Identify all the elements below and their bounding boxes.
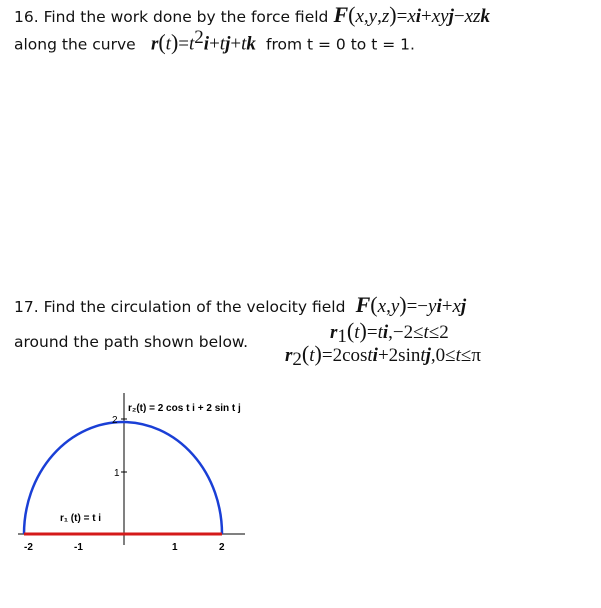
y-tick-label-1: 1	[114, 468, 120, 479]
problem-16-intro: 16. Find the work done by the force field	[14, 8, 329, 26]
var-y: y	[368, 6, 378, 27]
comma: ,	[363, 6, 369, 27]
r1-symbol: r	[330, 322, 338, 343]
minus: −	[417, 296, 429, 317]
x-tick-label: -1	[74, 542, 83, 553]
equals: =	[366, 322, 378, 343]
comma: ,	[377, 6, 382, 27]
var-z: z	[381, 6, 390, 27]
var-t: t	[241, 33, 247, 55]
range: ,0≤	[430, 345, 456, 366]
paren: )	[389, 2, 397, 27]
term-xy: xy	[431, 6, 449, 27]
var-y: y	[390, 296, 400, 317]
sin-term: 2sin	[388, 345, 421, 366]
x-tick-label: -2	[24, 542, 33, 553]
unit-j: j	[448, 6, 454, 27]
unit-i: i	[436, 296, 442, 317]
problem-16-range: from t = 0 to t = 1.	[266, 35, 415, 54]
unit-i: i	[203, 33, 210, 55]
var-t: t	[354, 322, 360, 343]
unit-k: k	[246, 33, 256, 55]
comma: ,	[386, 296, 391, 317]
x-tick-label: 2	[219, 542, 225, 553]
var-t: t	[219, 33, 226, 55]
unit-i: i	[372, 345, 378, 366]
plus: +	[230, 33, 242, 55]
equals: =	[321, 345, 333, 366]
x-tick-label: 1	[172, 542, 178, 553]
r2-label: r₂(t) = 2 cos t i + 2 sin t j	[128, 403, 241, 414]
var-t: t	[377, 322, 383, 343]
unit-k: k	[480, 6, 490, 27]
minus: −	[453, 6, 465, 27]
problem-16-along: along the curve	[14, 35, 136, 54]
var-t: t	[367, 345, 373, 366]
var-t: t	[455, 345, 461, 366]
force-symbol: F	[333, 2, 349, 27]
paren: (	[370, 292, 378, 317]
var-t: t	[420, 345, 426, 366]
plus: +	[421, 6, 432, 27]
paren: (	[301, 341, 310, 366]
var-t: t	[423, 322, 429, 343]
curve-symbol: r	[150, 33, 159, 55]
subscript: 2	[292, 349, 302, 371]
plus: +	[441, 296, 453, 317]
paren: )	[314, 341, 322, 366]
equals: =	[396, 6, 408, 27]
var-t: t	[309, 345, 315, 366]
var-x: x	[355, 6, 364, 27]
unit-j: j	[425, 345, 431, 366]
var-x: x	[452, 296, 461, 317]
r1-label: r₁ (t) = t i	[60, 513, 102, 524]
r2-symbol: r	[285, 345, 293, 366]
paren: (	[158, 29, 166, 55]
var-y: y	[428, 296, 437, 317]
term-xz: xz	[464, 6, 481, 27]
problem-17-intro: 17. Find the circulation of the velocity field	[14, 298, 346, 316]
plus: +	[209, 33, 220, 55]
r2-semicircle-arc	[24, 422, 222, 534]
y-tick-label-2: 2	[112, 415, 118, 426]
around-text: around the path shown below.	[14, 333, 249, 351]
paren: (	[348, 2, 356, 27]
var-t: t	[189, 33, 195, 55]
paren: )	[170, 29, 179, 55]
var-x: x	[377, 296, 387, 317]
range: ≤π	[460, 345, 481, 366]
equals: =	[178, 33, 189, 55]
paren: )	[399, 292, 407, 317]
plus: +	[377, 345, 389, 366]
subscript: 1	[337, 326, 347, 348]
unit-j: j	[460, 296, 467, 317]
exponent: 2	[194, 27, 204, 48]
field-symbol: F	[355, 292, 371, 317]
paren: )	[359, 318, 367, 343]
range: ≤2	[428, 322, 449, 343]
equals: =	[406, 296, 418, 317]
unit-i: i	[415, 6, 422, 27]
var-t: t	[165, 33, 171, 55]
range: ,−2≤	[388, 322, 424, 343]
unit-j: j	[225, 33, 231, 55]
var-x: x	[407, 6, 416, 27]
cos-term: 2cos	[332, 345, 368, 366]
unit-i: i	[382, 322, 389, 343]
paren: (	[346, 318, 355, 343]
